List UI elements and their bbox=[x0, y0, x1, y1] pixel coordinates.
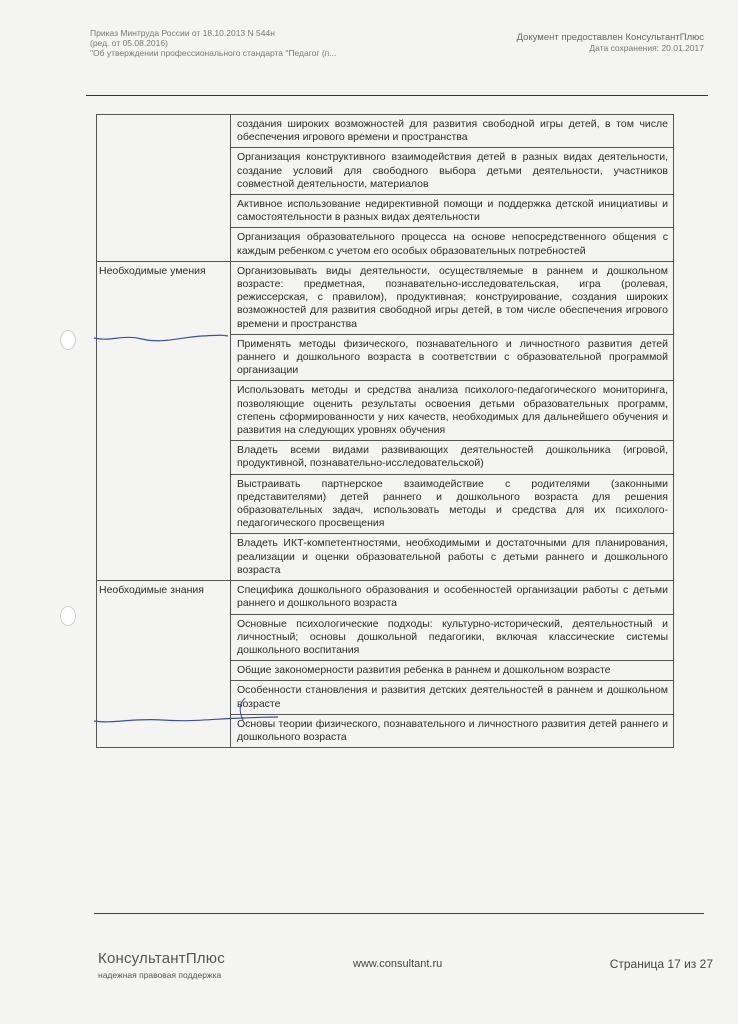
requirement-text: Владеть ИКТ-компетентностями, необходимыми и достаточными для планирования, реализации и оценки образовательной работы с детьми раннего и дошкольного возраста bbox=[231, 534, 674, 581]
requirement-text: создания широких возможностей для развития свободной игры детей, в том числе обеспечения игрового времени и пространства bbox=[231, 115, 674, 148]
requirement-text: Специфика дошкольного образования и особенностей организации работы с детьми раннего и дошкольного возраста bbox=[231, 581, 674, 614]
table-row bbox=[97, 581, 674, 614]
requirement-text: Выстраивать партнерское взаимодействие с родителями (законными представителями) детей раннего и дошкольного возраста для решения образовательных задач, использовать методы и средства для их психолого-педагогического просвещения bbox=[231, 474, 674, 534]
pen-underline-umeniya bbox=[92, 330, 232, 344]
requirement-text: Активное использование недирективной помощи и поддержка детской инициативы и самостоятельности в разных видах деятельности bbox=[231, 195, 674, 228]
requirement-text: Основы теории физического, познавательного и личностного развития детей раннего и дошкольного возраста bbox=[231, 714, 674, 747]
pen-mark-arc bbox=[237, 696, 251, 722]
requirement-text: Особенности становления и развития детских деятельностей в раннем и дошкольном возрасте bbox=[231, 681, 674, 714]
citation-line: (ред. от 05.08.2016) bbox=[90, 38, 168, 48]
punch-hole-top bbox=[60, 330, 76, 350]
pen-underline-znaniya bbox=[92, 712, 282, 726]
table-row bbox=[97, 115, 674, 148]
site-url: www.consultant.ru bbox=[353, 958, 443, 970]
requirement-text: Владеть всеми видами развивающих деятельностей дошкольника (игровой, продуктивной, познавательно-исследовательской) bbox=[231, 441, 674, 474]
document-citation bbox=[90, 28, 336, 58]
provider-note bbox=[517, 32, 704, 54]
provider-line: Документ предоставлен КонсультантПлюс bbox=[516, 32, 704, 43]
citation-line: Приказ Минтруда России от 18.10.2013 N 544н bbox=[90, 28, 275, 38]
section-label bbox=[97, 115, 231, 262]
brand-logo: КонсультантПлюс bbox=[98, 950, 225, 967]
requirement-text: Организовывать виды деятельности, осуществляемые в раннем и дошкольном возрасте: предметная, познавательно-исследовательская, игра (ролевая, режиссерская, с правилом), продуктивная; конструирование, создания широких возможностей для развития свободной игры детей, в том числе обеспечения игрового времени и пространства bbox=[231, 261, 674, 334]
requirement-text: Применять методы физического, познавательного и личностного развития детей раннего и дошкольного возраста в соответствии с образовательной программой организации bbox=[231, 334, 674, 381]
footer-divider bbox=[94, 913, 704, 914]
requirement-text: Организация образовательного процесса на основе непосредственного общения с каждым ребенком с учетом его особых образовательных потребностей bbox=[231, 228, 674, 261]
requirement-text: Основные психологические подходы: культурно-исторический, деятельностный и личностный; основы дошкольной педагогики, включая классические системы дошкольного воспитания bbox=[231, 614, 674, 661]
citation-line: "Об утверждении профессионального стандарта "Педагог (п... bbox=[90, 48, 337, 58]
section-label: Необходимые умения bbox=[97, 261, 231, 580]
save-date: Дата сохранения: 20.01.2017 bbox=[589, 43, 704, 53]
page-number: Страница 17 из 27 bbox=[609, 957, 713, 971]
punch-hole-bottom bbox=[60, 606, 76, 626]
brand-tagline: надежная правовая поддержка bbox=[98, 970, 222, 980]
header-divider bbox=[86, 95, 708, 96]
requirement-text: Организация конструктивного взаимодействия детей в разных видах деятельности, создание условий для свободного выбора детьми деятельности, участников совместной деятельности, материалов bbox=[231, 148, 674, 195]
table-row bbox=[97, 261, 674, 334]
requirement-text: Использовать методы и средства анализа психолого-педагогического мониторинга, позволяющие оценить результаты освоения детьми образовательных программ, степень сформированности у них качеств, необходимых для дальнейшего обучения и развития на следующих уровнях обучения bbox=[231, 381, 674, 441]
requirement-text: Общие закономерности развития ребенка в раннем и дошкольном возрасте bbox=[231, 661, 674, 681]
section-label: Необходимые знания bbox=[97, 581, 231, 748]
standard-table bbox=[96, 114, 674, 748]
